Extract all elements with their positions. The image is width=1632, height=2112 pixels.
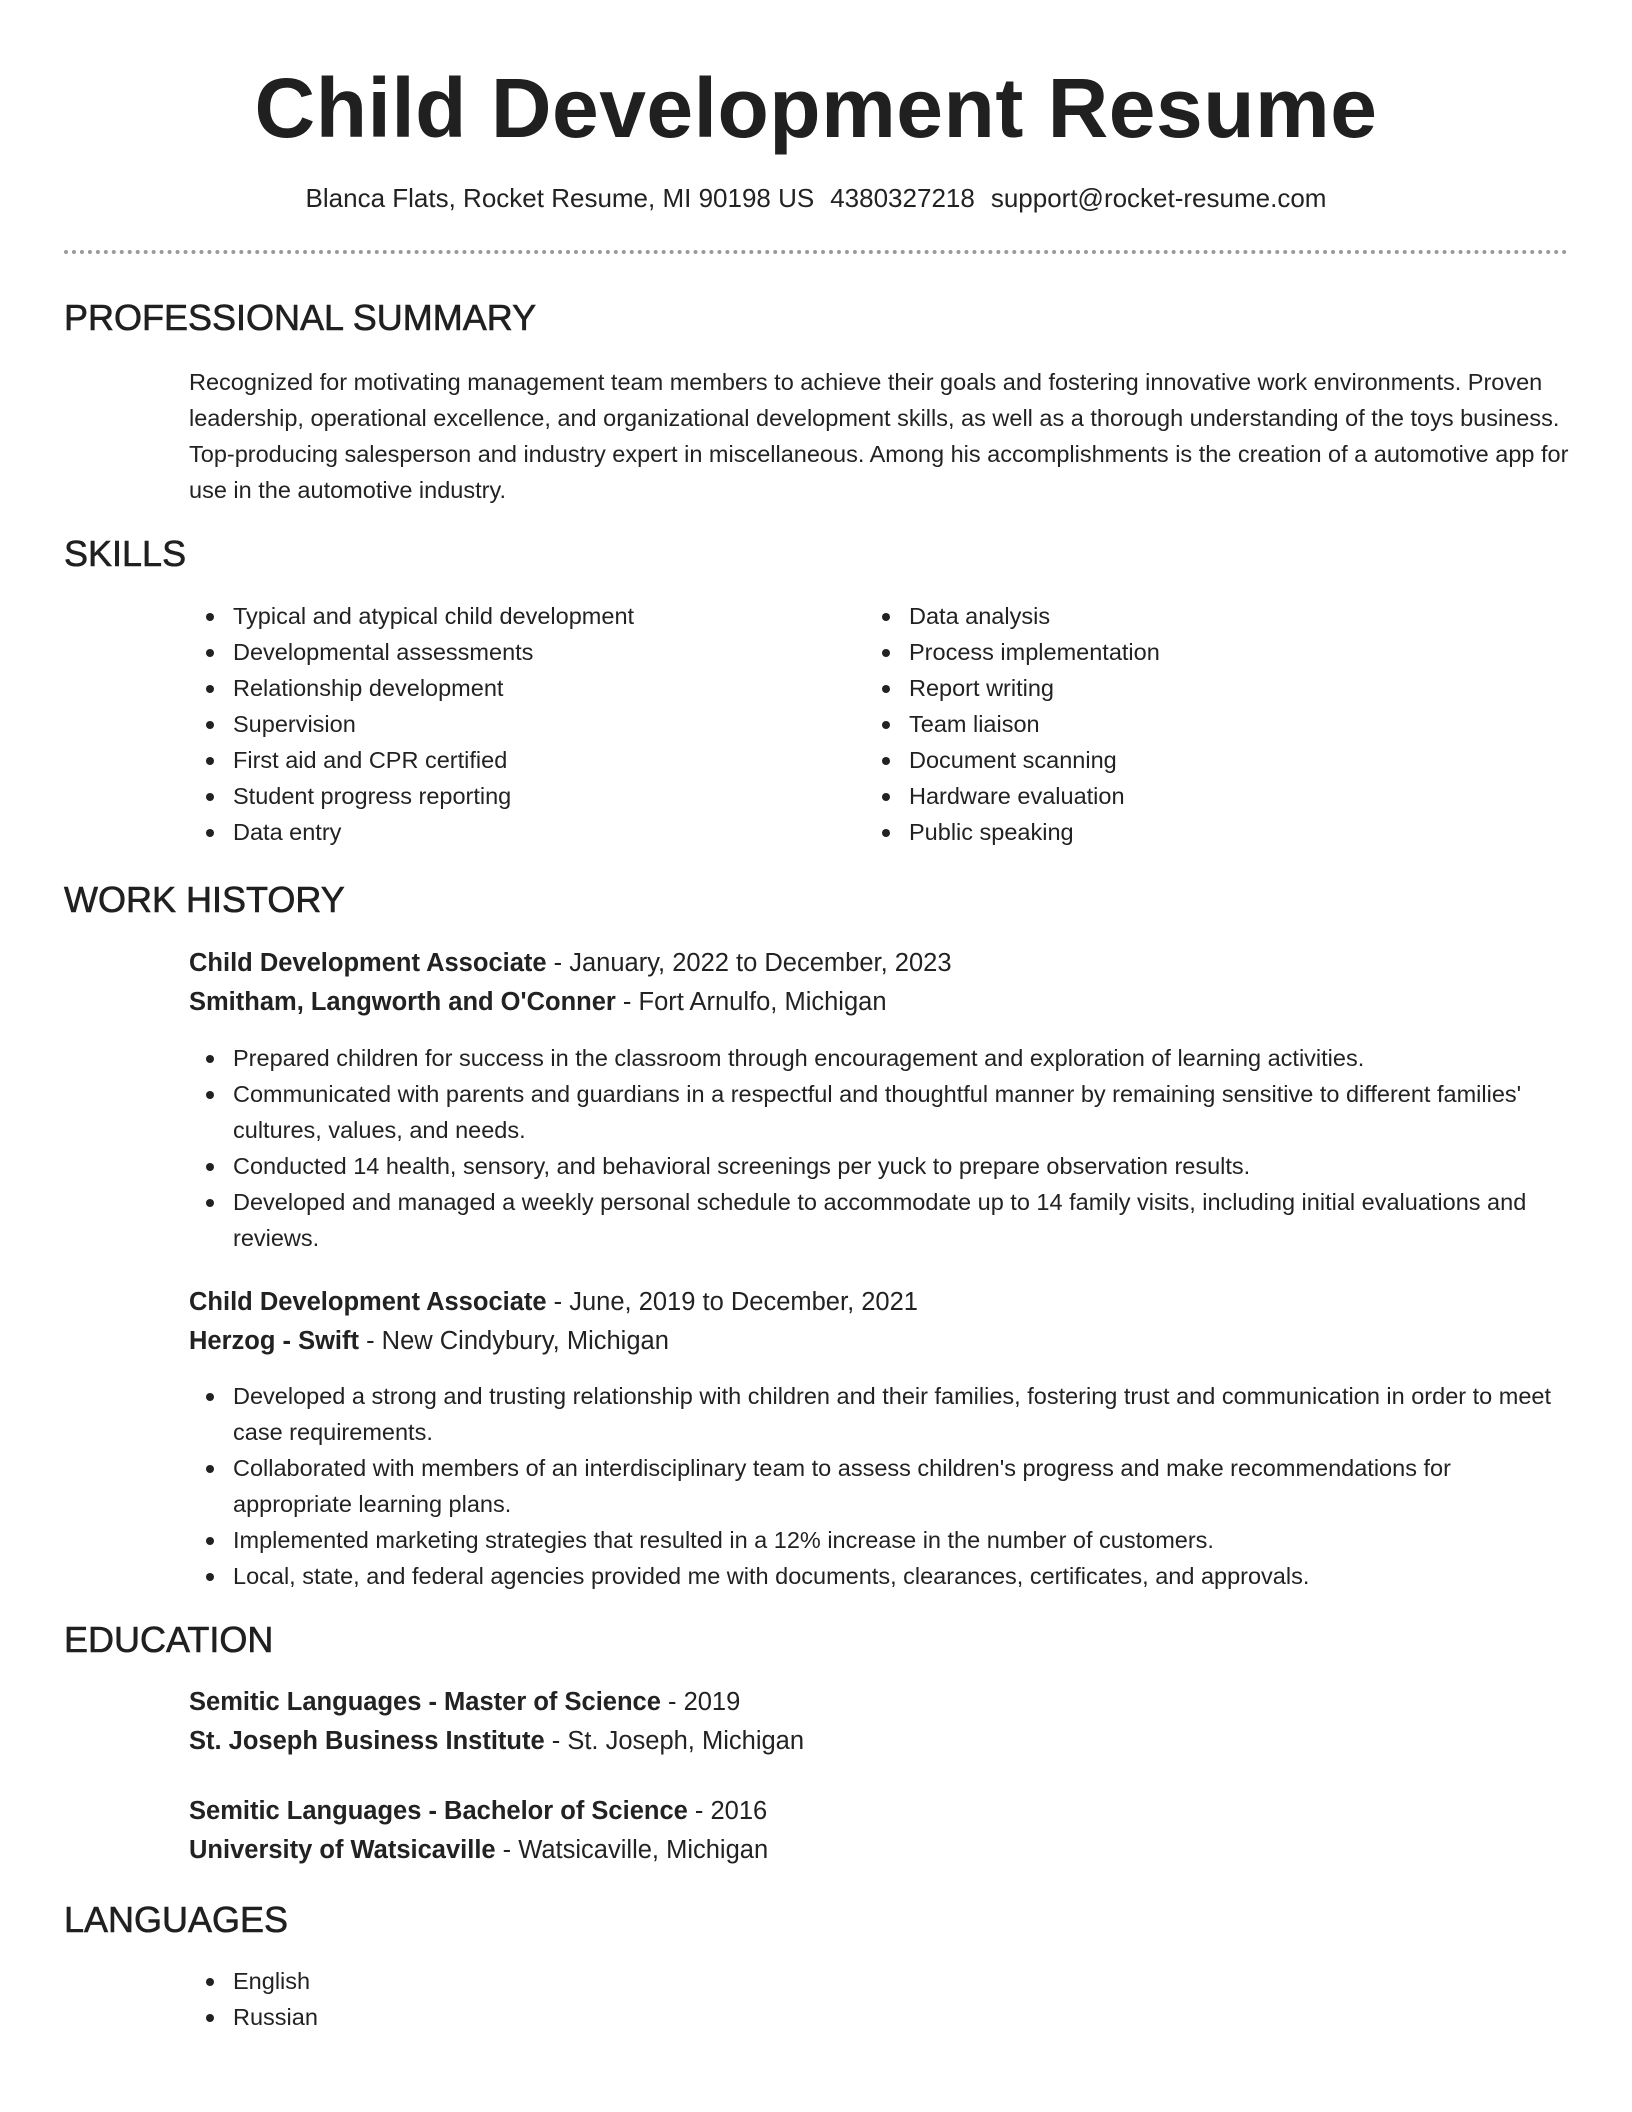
job-dates: - January, 2022 to December, 2023 xyxy=(546,949,952,977)
education-year: - 2019 xyxy=(660,1688,741,1716)
skill-item: Supervision xyxy=(189,706,829,742)
skill-item: Process implementation xyxy=(865,634,1505,670)
education-school: University of Watsicaville xyxy=(189,1836,496,1864)
section-title-work: WORK HISTORY xyxy=(64,879,345,920)
header-divider xyxy=(64,250,1568,254)
job-bullet: Implemented marketing strategies that resulted in a 12% increase in the number of customers. xyxy=(189,1522,1569,1558)
skill-item: Report writing xyxy=(865,670,1505,706)
education-degree: Semitic Languages - Master of Science xyxy=(189,1688,661,1716)
job-location: - New Cindybury, Michigan xyxy=(359,1327,669,1355)
skill-item: Developmental assessments xyxy=(189,634,829,670)
contact-phone: 4380327218 xyxy=(830,183,975,213)
job-bullet: Developed and managed a weekly personal schedule to accommodate up to 14 family visits, including initial evaluations and reviews. xyxy=(189,1184,1569,1256)
job-bullet: Conducted 14 health, sensory, and behavioral screenings per yuck to prepare observation results. xyxy=(189,1148,1569,1184)
job-bullet: Prepared children for success in the classroom through encouragement and exploration of learning activities. xyxy=(189,1040,1569,1076)
education-degree-line xyxy=(189,1792,767,1830)
contact-email[interactable]: support@rocket-resume.com xyxy=(990,183,1327,213)
skill-item: Hardware evaluation xyxy=(865,778,1505,814)
contact-address: Blanca Flats, Rocket Resume, MI 90198 US xyxy=(305,183,815,213)
education-year: - 2016 xyxy=(687,1797,768,1825)
skill-item: Document scanning xyxy=(865,742,1505,778)
skill-item: Data analysis xyxy=(865,598,1505,634)
education-location: - St. Joseph, Michigan xyxy=(544,1727,805,1755)
education-school-line xyxy=(189,1722,804,1760)
job-bullets xyxy=(189,1378,1569,1594)
job-company-line xyxy=(189,1322,669,1360)
section-title-summary: PROFESSIONAL SUMMARY xyxy=(64,297,537,338)
skill-item: Relationship development xyxy=(189,670,829,706)
job-bullet: Developed a strong and trusting relationship with children and their families, fostering trust and communication in order to meet case requirements. xyxy=(189,1378,1569,1450)
skills-list-left xyxy=(189,598,829,850)
education-school-line xyxy=(189,1831,768,1869)
contact-line xyxy=(0,180,1632,216)
job-location: - Fort Arnulfo, Michigan xyxy=(615,988,887,1016)
summary-text: Recognized for motivating management team members to achieve their goals and fostering innovative work environments. Proven leadership, operational excellence, and organizational development skills, as well as a thorough understanding of the toys business. Top-producing salesperson and industry expert in miscellaneous. Among his accomplishments is the creation of a automotive app for use in the automotive industry. xyxy=(189,369,1569,503)
education-location: - Watsicaville, Michigan xyxy=(495,1836,769,1864)
job-title: Child Development Associate xyxy=(189,1288,547,1316)
skill-item: Data entry xyxy=(189,814,829,850)
skill-item: Typical and atypical child development xyxy=(189,598,829,634)
skill-item: Team liaison xyxy=(865,706,1505,742)
job-bullet: Collaborated with members of an interdisciplinary team to assess children's progress and make recommendations for appropriate learning plans. xyxy=(189,1450,1569,1522)
job-title-line xyxy=(189,1283,918,1321)
section-title-languages: LANGUAGES xyxy=(64,1899,289,1940)
language-item: Russian xyxy=(189,1999,789,2035)
skill-item: Public speaking xyxy=(865,814,1505,850)
education-school: St. Joseph Business Institute xyxy=(189,1727,545,1755)
skill-item: Student progress reporting xyxy=(189,778,829,814)
education-degree-line xyxy=(189,1683,740,1721)
skill-item: First aid and CPR certified xyxy=(189,742,829,778)
job-company: Smitham, Langworth and O'Conner xyxy=(189,988,616,1016)
job-bullets xyxy=(189,1040,1569,1256)
job-title: Child Development Associate xyxy=(189,949,547,977)
job-title-line xyxy=(189,944,952,982)
skills-list-right xyxy=(865,598,1505,850)
resume-title: Child Development Resume xyxy=(254,61,1378,155)
job-dates: - June, 2019 to December, 2021 xyxy=(546,1288,918,1316)
job-bullet: Local, state, and federal agencies provided me with documents, clearances, certificates, and approvals. xyxy=(189,1558,1569,1594)
section-title-education: EDUCATION xyxy=(64,1619,274,1660)
job-bullet: Communicated with parents and guardians in a respectful and thoughtful manner by remaining sensitive to different families' cultures, values, and needs. xyxy=(189,1076,1569,1148)
languages-list xyxy=(189,1963,789,2035)
section-title-skills: SKILLS xyxy=(64,533,187,574)
education-degree: Semitic Languages - Bachelor of Science xyxy=(189,1797,688,1825)
job-company: Herzog - Swift xyxy=(189,1327,359,1355)
language-item: English xyxy=(189,1963,789,1999)
job-company-line xyxy=(189,983,887,1021)
